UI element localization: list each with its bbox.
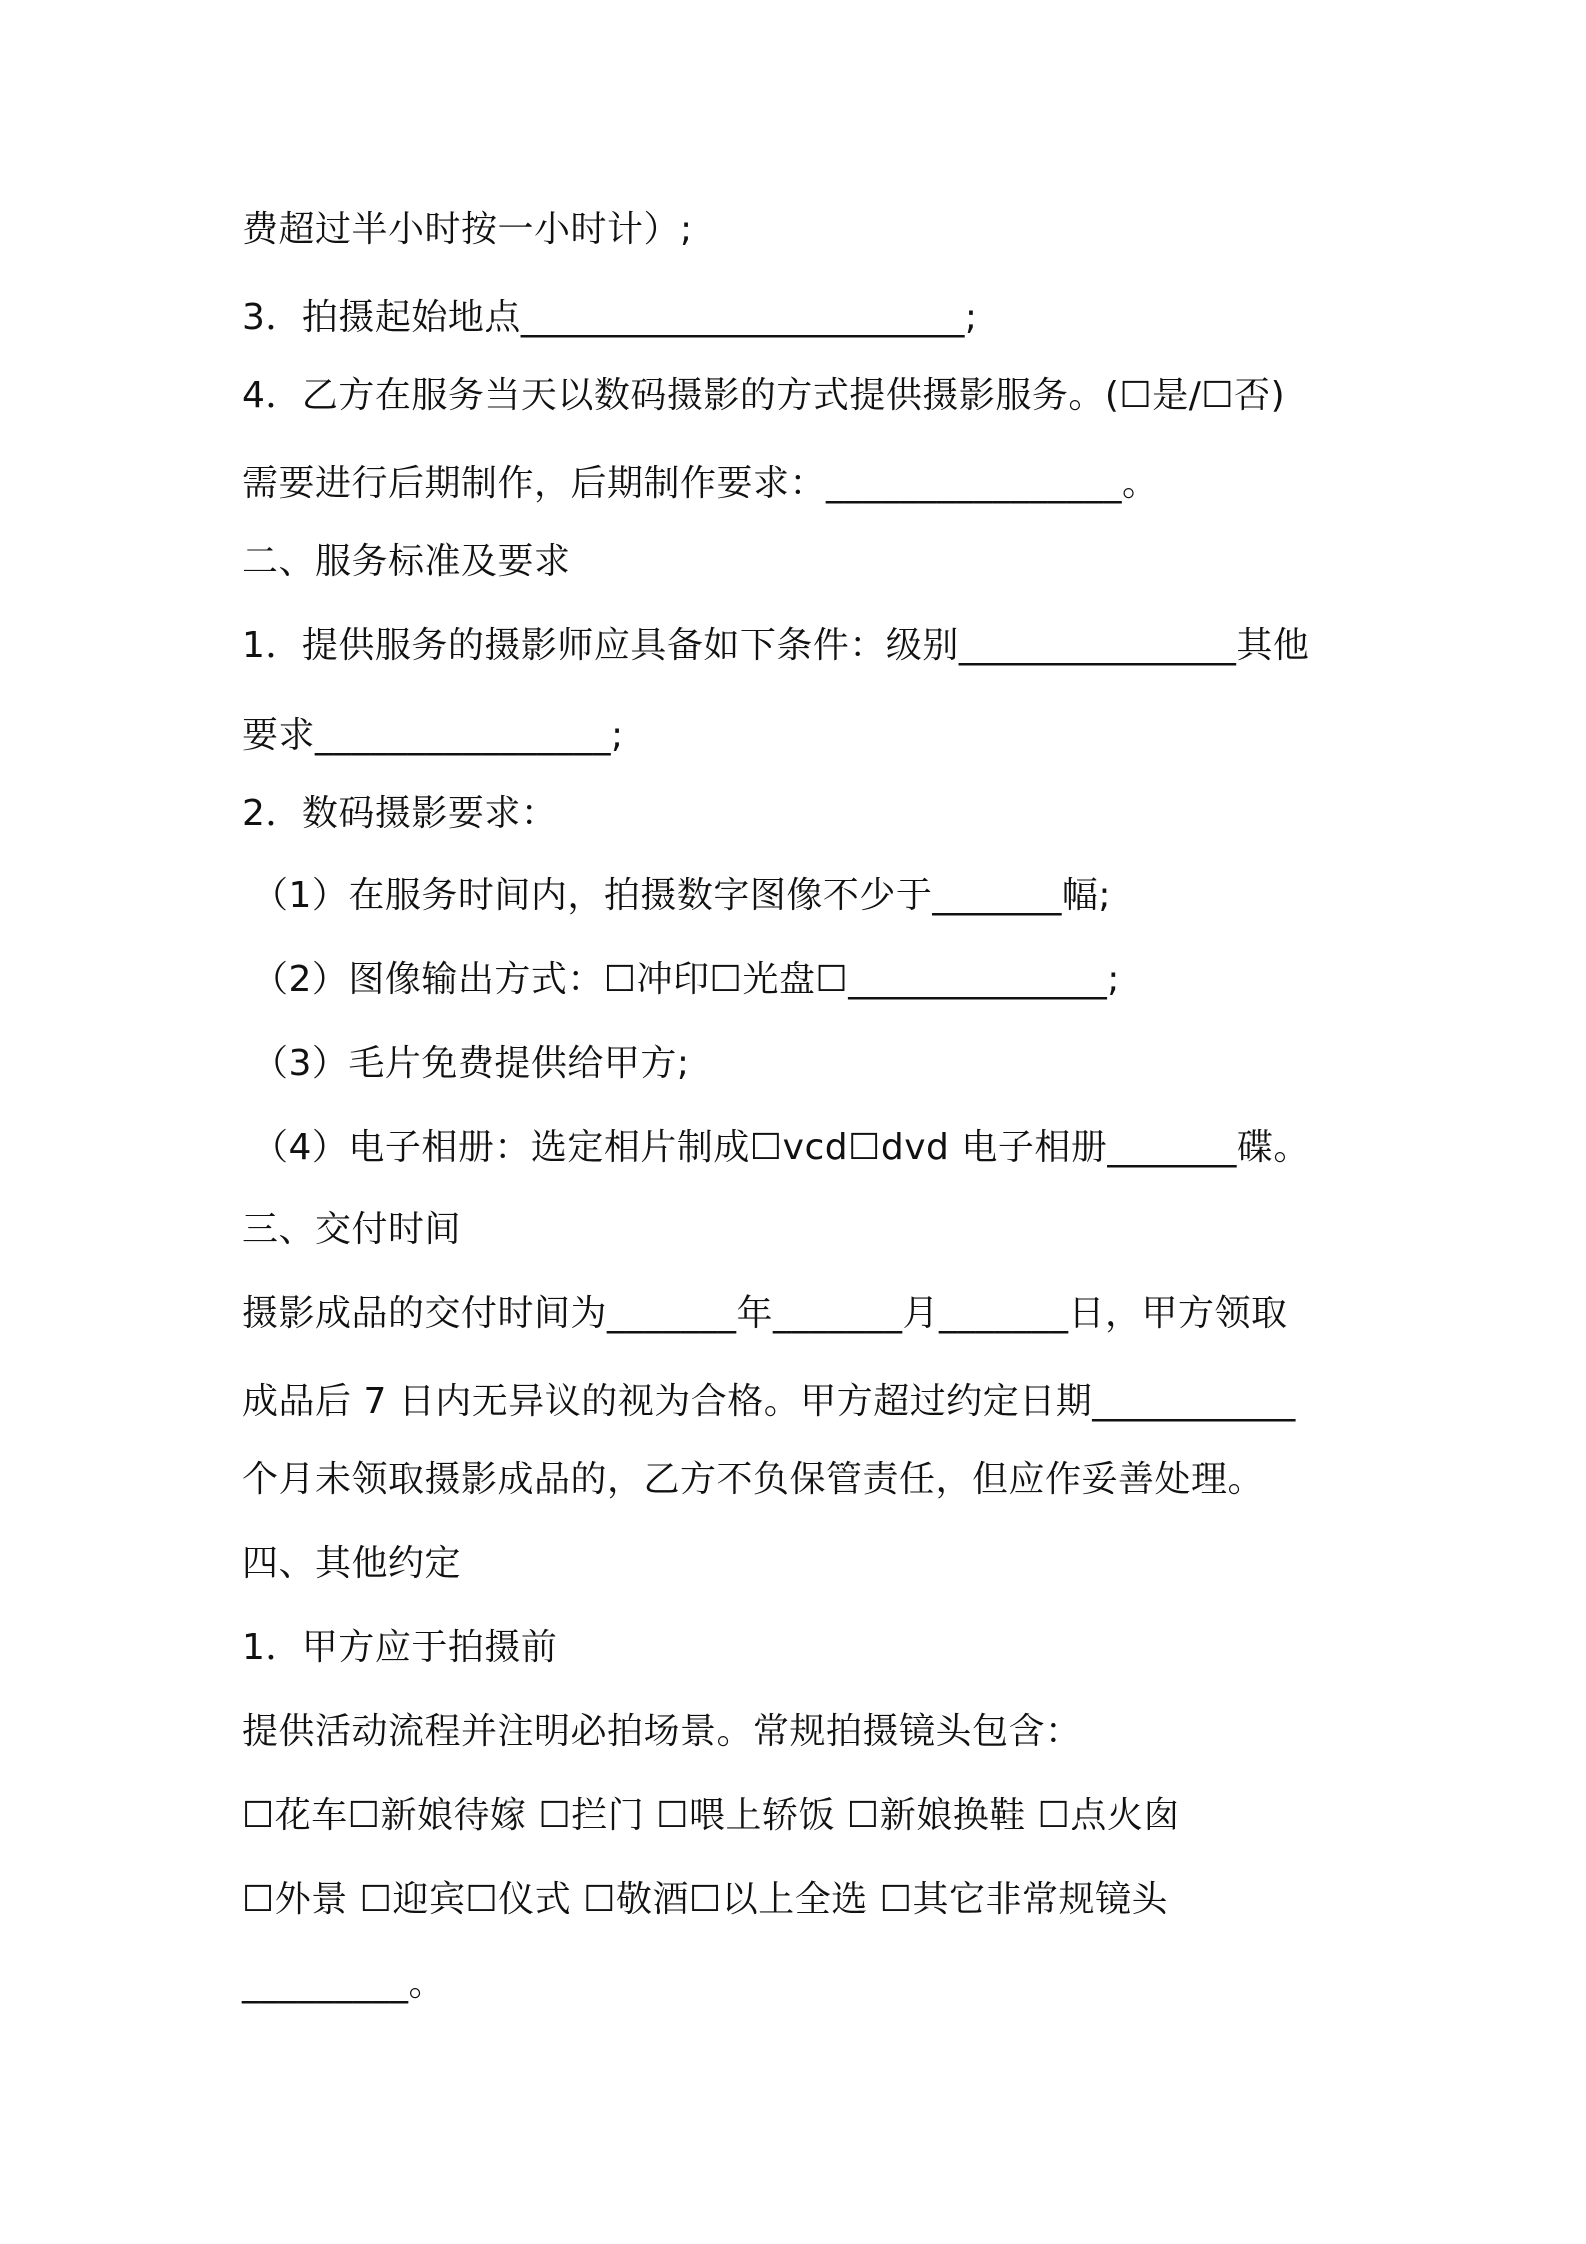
checkbox-options-line: ☐外景 ☐迎宾☐仪式 ☐敬酒☐以上全选 ☐其它非常规镜头	[242, 1879, 1168, 1920]
text-line: 1．提供服务的摄影师应具备如下条件：级别_______________其他	[242, 625, 1310, 666]
section-heading: 二、服务标准及要求	[242, 541, 571, 582]
text-line: 1．甲方应于拍摄前	[242, 1627, 558, 1668]
text-line: 要求________________;	[242, 715, 624, 756]
section-heading: 四、其他约定	[242, 1543, 462, 1584]
section-heading: 三、交付时间	[242, 1209, 462, 1250]
text-line: 3．拍摄起始地点________________________;	[242, 297, 978, 338]
text-line: （1）在服务时间内，拍摄数字图像不少于_______幅;	[252, 875, 1112, 916]
text-line: （4）电子相册：选定相片制成☐vcd☐dvd 电子相册_______碟。	[252, 1127, 1310, 1168]
text-line: 个月未领取摄影成品的，乙方不负保管责任，但应作妥善处理。	[242, 1459, 1265, 1500]
text-line: 4．乙方在服务当天以数码摄影的方式提供摄影服务。(☐是/☐否)	[242, 375, 1286, 416]
checkbox-options-line: ☐花车☐新娘待嫁 ☐拦门 ☐喂上轿饭 ☐新娘换鞋 ☐点火囱	[242, 1795, 1180, 1836]
text-line: （3）毛片免费提供给甲方;	[252, 1043, 690, 1084]
text-line: 提供活动流程并注明必拍场景。常规拍摄镜头包含：	[242, 1711, 1082, 1752]
text-line: _________。	[242, 1963, 446, 2004]
text-line: 成品后 7 日内无异议的视为合格。甲方超过约定日期___________	[242, 1381, 1296, 1422]
text-line: 摄影成品的交付时间为_______年_______月_______日，甲方领取	[242, 1293, 1288, 1334]
text-line: 费超过半小时按一小时计）;	[242, 209, 693, 250]
text-line: 需要进行后期制作，后期制作要求：________________。	[242, 463, 1159, 504]
text-line: 2．数码摄影要求：	[242, 793, 558, 834]
text-line: （2）图像输出方式：☐冲印☐光盘☐______________;	[252, 959, 1120, 1000]
